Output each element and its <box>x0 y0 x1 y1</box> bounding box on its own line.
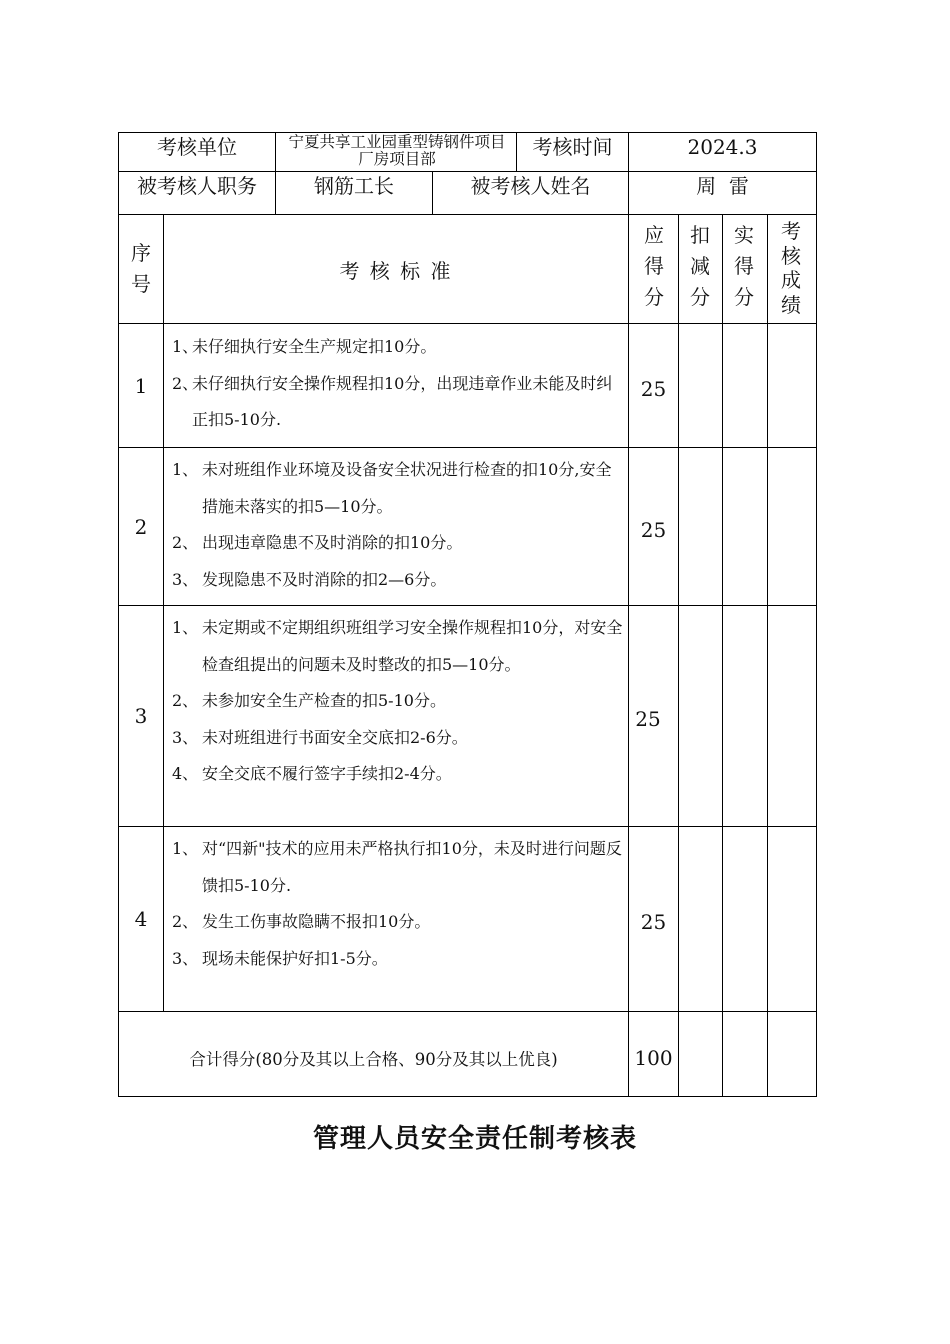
position-value: 钢筋工长 <box>314 173 394 198</box>
row-3-standard <box>172 610 624 793</box>
row-1-seq: 1 <box>134 373 148 398</box>
col-result: 考核成绩 <box>781 219 801 317</box>
row-2-score: 25 <box>640 518 667 542</box>
row-2-item-2: 2、 出现违章隐患不及时消除的扣10分。 <box>172 533 463 552</box>
row-3-item-4: 4、 安全交底不履行签字手续扣2-4分。 <box>172 764 452 783</box>
unit-label: 考核单位 <box>157 134 237 159</box>
row-1-score: 25 <box>640 377 667 401</box>
row-3-item-3: 3、 未对班组进行书面安全交底扣2-6分。 <box>172 727 468 747</box>
row-1-item-1: 1、 未仔细执行安全生产规定扣10分。 <box>172 337 437 356</box>
time-label: 考核时间 <box>532 134 613 159</box>
row-4-standard <box>172 831 624 977</box>
row-3-seq: 3 <box>134 704 148 728</box>
col-actual: 实得分 <box>734 222 754 309</box>
col-standard: 考 核 标 准 <box>339 258 453 283</box>
row-3-item-1: 1、 未定期或不定期组织班组学习安全操作规程扣10分，对安全检查组提出的问题未及时整改的扣5—10分。 <box>172 618 623 674</box>
page-title: 管理人员安全责任制考核表 <box>312 1124 637 1154</box>
col-seq: 序号 <box>131 241 151 296</box>
col-deduct: 扣减分 <box>690 222 710 309</box>
total-score: 100 <box>634 1046 673 1070</box>
row-2-seq: 2 <box>134 514 148 539</box>
row-4-seq: 4 <box>134 907 148 931</box>
position-label: 被考核人职务 <box>137 173 257 198</box>
row-4-item-3: 3、 现场未能保护好扣1-5分。 <box>172 948 388 968</box>
row-1-item-2: 2、 未仔细执行安全操作规程扣10分，出现违章作业未能及时纠正扣5-10分. <box>172 373 613 429</box>
col-should-score: 应得分 <box>644 222 664 309</box>
row-3-item-2: 2、 未参加安全生产检查的扣5-10分。 <box>172 691 446 710</box>
time-value: 2024.3 <box>687 134 758 159</box>
unit-value: 宁夏共享工业园重型铸钢件项目厂房项目部 <box>288 133 506 168</box>
row-1-standard <box>172 329 624 439</box>
row-4-score: 25 <box>640 910 667 934</box>
row-2-standard <box>172 452 624 598</box>
name-label: 被考核人姓名 <box>470 173 591 198</box>
name-value: 周 雷 <box>696 173 749 198</box>
row-3-score: 25 <box>635 707 661 731</box>
row-4-item-2: 2、 发生工伤事故隐瞒不报扣10分。 <box>172 912 431 931</box>
row-2-item-1: 1、 未对班组作业环境及设备安全状况进行检查的扣10分,安全措施未落实的扣5—10分。 <box>172 460 612 516</box>
total-label: 合计得分(80分及其以上合格、90分及其以上优良) <box>189 1050 558 1069</box>
row-2-item-3: 3、 发现隐患不及时消除的扣2—6分。 <box>172 569 447 589</box>
row-4-item-1: 1、 对“四新"技术的应用未严格执行扣10分，未及时进行问题反馈扣5-10分. <box>172 839 622 895</box>
